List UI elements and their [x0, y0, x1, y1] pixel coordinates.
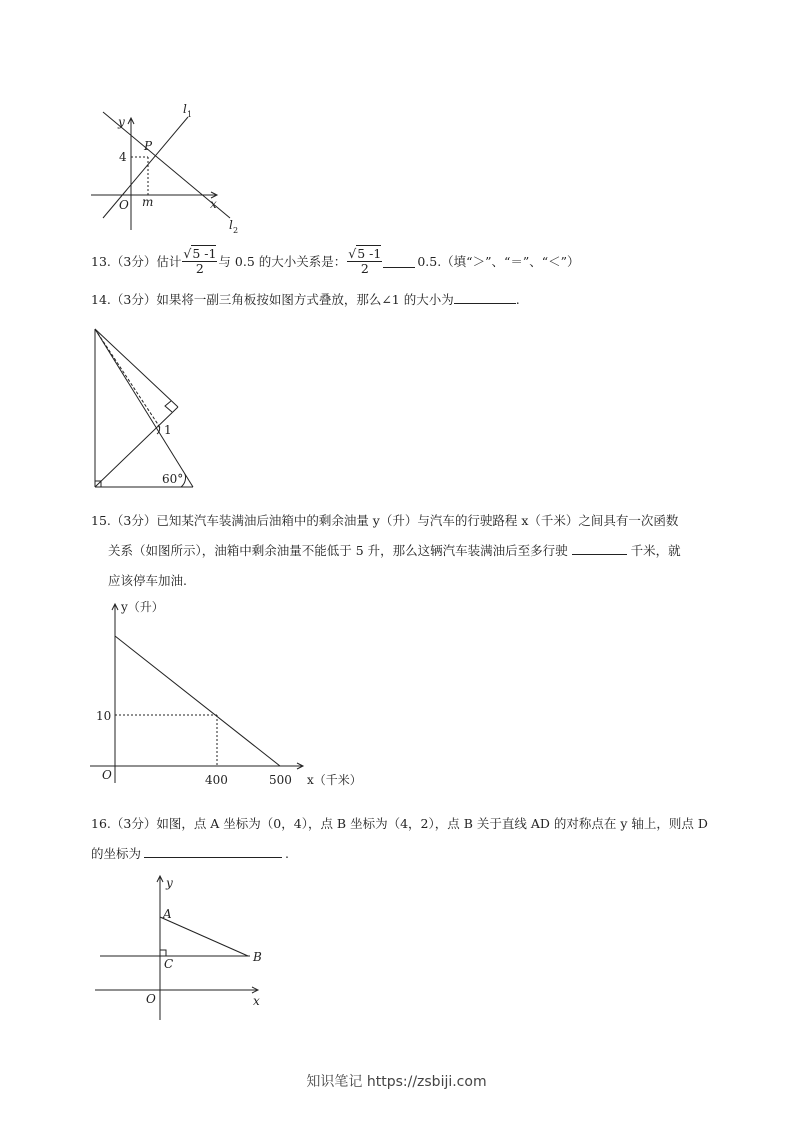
label-y: y [166, 876, 173, 890]
q14-answer-blank[interactable] [454, 290, 516, 304]
q14-end: . [515, 292, 520, 307]
q16-answer-blank[interactable] [144, 844, 282, 858]
label-a: A [163, 907, 172, 921]
label-o: O [119, 198, 129, 212]
q13-fraction-1 [182, 247, 217, 274]
footer-text: 知识笔记 https://zsbiji.com [306, 1074, 487, 1090]
figure-q16-graph [90, 870, 280, 1025]
q13-suffix: 0.5.（填“＞”、“＝”、“＜”） [417, 254, 580, 269]
sqrt-sign: √ [348, 246, 357, 262]
question-14 [91, 290, 520, 308]
figure-q15-graph [85, 598, 375, 793]
tick-x-500: 500 [269, 773, 292, 787]
right-angle-mark [160, 950, 166, 956]
dashed-line [95, 329, 161, 429]
angle-1-label: 1 [164, 423, 172, 437]
sqrt-sign: √ [183, 246, 192, 262]
q14-text: 14.（3分）如果将一副三角板按如图方式叠放，那么∠1 的大小为 [91, 292, 454, 307]
question-15-line-2 [108, 541, 681, 559]
label-m: m [142, 195, 154, 209]
q13-fraction-2 [347, 247, 382, 274]
q15-text-2a: 关系（如图所示），油箱中剩余油量不能低于 5 升，那么这辆汽车装满油后至多行驶 [108, 543, 568, 558]
figure-q12-graph [85, 100, 255, 235]
label-o: O [146, 992, 156, 1006]
label-c: C [164, 957, 174, 971]
label-x: x [253, 994, 260, 1008]
footer-watermark [0, 1071, 793, 1091]
label-b: B [253, 950, 262, 964]
q13-prefix: 13.（3分）估计 [91, 254, 182, 269]
label-l2: l [229, 218, 233, 232]
angle-60-label: 60° [162, 472, 184, 486]
q15-answer-blank[interactable] [572, 541, 627, 555]
tick-x-400: 400 [205, 773, 228, 787]
label-p: P [144, 139, 153, 153]
q13-mid: 与 0.5 的大小关系是： [218, 254, 347, 269]
label-l1: l [183, 102, 187, 116]
hypotenuse-60 [95, 329, 193, 487]
label-y: y [118, 115, 125, 129]
question-15-line-3 [108, 571, 187, 589]
q15-text-3: 应该停车加油. [108, 573, 187, 588]
figure-q14-triangles [85, 322, 205, 492]
question-16-line-1 [91, 814, 708, 832]
q13-answer-blank[interactable] [383, 254, 415, 268]
label-l2-sub: 2 [233, 226, 239, 235]
label-l1-sub: 1 [187, 110, 193, 119]
label-4: 4 [119, 150, 127, 164]
right-angle-mark-top [165, 401, 172, 412]
tick-y-10: 10 [96, 709, 112, 723]
label-y: y（升） [121, 600, 164, 614]
question-13 [91, 244, 580, 278]
q13-denominator: 2 [195, 260, 204, 276]
q16-text-1: 16.（3分）如图，点 A 坐标为（0，4），点 B 坐标为（4，2），点 B 关于直线 AD 的对称点在 y 轴上，则点 D [91, 816, 708, 831]
question-15-line-1 [91, 511, 678, 529]
q16-text-2: 的坐标为 [91, 846, 142, 861]
fuel-line [115, 636, 280, 766]
question-16-line-2 [91, 844, 289, 862]
segment-ab [160, 917, 248, 956]
q13-numerator: 5 -1 [357, 246, 382, 262]
q13-numerator: 5 -1 [192, 246, 217, 262]
label-x: x（千米） [307, 773, 362, 787]
label-x: x [210, 197, 217, 211]
q15-text-2b: 千米，就 [630, 543, 681, 558]
q15-text-1: 15.（3分）已知某汽车装满油后油箱中的剩余油量 y（升）与汽车的行驶路程 x（千米）之间具有一次函数 [91, 513, 679, 528]
label-o: O [102, 768, 112, 782]
q16-end: . [285, 846, 289, 861]
q13-denominator: 2 [360, 260, 369, 276]
